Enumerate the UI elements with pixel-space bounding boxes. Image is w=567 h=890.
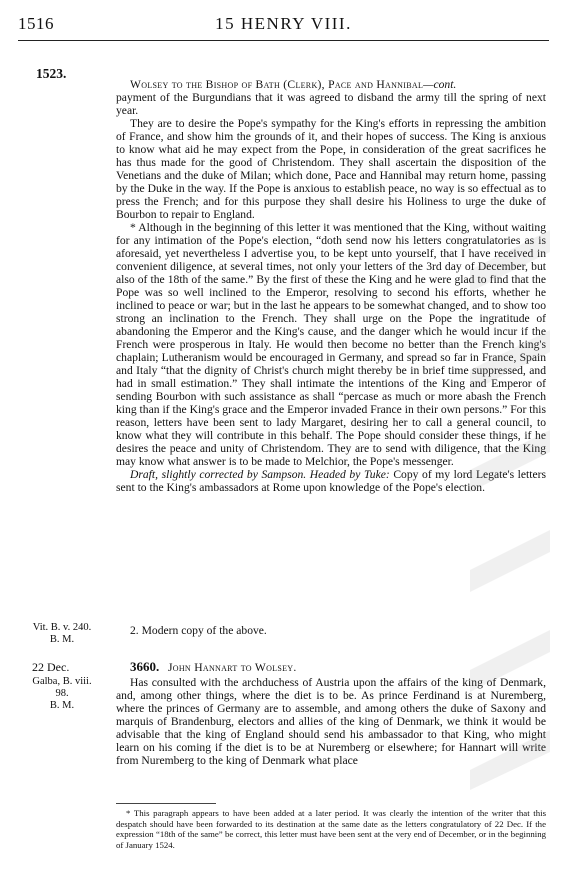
footnote: * This paragraph appears to have been added at a later period. It was clearly the intention of the writer that this despatch should have been forwarded to its destination at the same date as the letters congratulatory of 22 Dec. If the expression “18th of the same” be correct, this letter must have been sent at the very end of December, or in the beginning of January 1524. <box>116 808 546 850</box>
margin-reference-2 <box>22 676 102 712</box>
footnote-rule <box>116 803 216 804</box>
page-header <box>18 14 549 34</box>
draft-note-italic: Draft, slightly corrected by Sampson. Headed by Tuke: <box>130 468 390 481</box>
paragraph-3: * Although in the beginning of this letter it was mentioned that the King, without waiting for any intimation of the Pope's election, “doth send now his letters congratulatories as is aforesaid, yet nevertheless I advertise you, to be kept unto yourself, that I have received in convenient diligence, at several times, not only your letters of the 3rd day of December, but also of the 18th of the same.” By the first of these the King and he were glad to find that the Pope was so well inclined to the Emperor, resolving to second his efforts, whether he inclined to peace or war; but in the last he appears to be somewhat changed, and to show too strong an inclination to the French. They shall urge on the Pope the ingratitude of abandoning the Emperor and the King's cause, and the danger which he would incur if the French were prosperous in Italy. He would then become no better than the French king's chaplain; Lutheranism would be encouraged in Germany, and spread so far in France, Spain and Italy “that the dignity of Christ's church might thereby be in brief time suppressed, and had in small estimation.” They shall intimate the intentions of the King and Emperor of sending Bourbon with such assistance as shall “percase as much or more abash the French king than if the King's grace and the Emperor invaded France in their own persons.” For this reason, letters have been sent to lady Margaret, desiring her to call a general council, to know what they will contribute in this behalf. The Pope should consider these things, if he desires the peace and unity of Christendom. They are to send with diligence, that the King may know what answer is to be made to Melchior, the Pope's messenger. <box>116 221 546 468</box>
paragraph-2: They are to desire the Pope's sympathy for the King's efforts in repressing the ambition of France, and show him the grounds of it, and their hopes of success. The King is anxious to know what aid he may expect from the Pope, in consideration of the great sacrifices he has thus made for the good of Christendom. They shall ascertain the disposition of the Venetians and the duke of Milan; which done, Pace and Hannibal may return home, passing by the Duke in the way. If the Pope is anxious to establish peace, no way is so effectual as to press the French; and for this purpose they shall desire his Holiness to urge the duke of Bourbon to repair to England. <box>116 117 546 221</box>
entry-body <box>116 91 546 494</box>
modern-copy-note <box>116 624 546 637</box>
paragraph-1: payment of the Burgundians that it was agreed to disband the army till the spring of next year. <box>116 91 546 117</box>
draft-note-rest: Copy of my lord Legate's letters sent to the King's ambassadors at Rome upon knowledge of the Pope's election. <box>116 468 546 494</box>
margin-ref-line: 98. <box>55 688 69 699</box>
margin-ref-line: Galba, B. viii. <box>32 676 92 687</box>
entry-heading-title: Wolsey to the Bishop of Bath (Clerk), Pace and Hannibal <box>130 78 424 91</box>
running-title: 15 HENRY VIII. <box>215 14 352 33</box>
entry-date: 22 Dec. <box>32 660 70 674</box>
margin-ref-line: B. M. <box>49 700 75 711</box>
entry-2-title-line <box>116 660 546 674</box>
margin-reference-1 <box>22 622 102 646</box>
header-rule <box>18 40 549 41</box>
modern-copy-text: 2. Modern copy of the above. <box>130 624 267 637</box>
entry-heading <box>116 78 546 91</box>
entry-heading-cont: —cont. <box>423 78 457 91</box>
entry-number: 3660. <box>130 659 160 674</box>
entry-2-title: John Hannart to Wolsey. <box>167 661 297 674</box>
entry-2-heading <box>116 660 546 674</box>
page-number: 1516 <box>18 14 54 33</box>
entry-2-text: Has consulted with the archduchess of Austria upon the affairs of the king of Denmark, and, among other things, where the diet is to be. As prince Ferdinand is at Nuremberg, where the princes of Germany are to assemble, and among others the duke of Saxony and marquis of Brandenburg, electors and allies of the king of Denmark, we think it would be advisable that the king of England should send his ambassador to that King, who might learn on his coming if the diet is to be at Nuremberg or elsewhere; for Hannart will write from Nuremberg to the king of Denmark what place <box>116 676 546 767</box>
draft-note <box>116 468 546 494</box>
entry-2-body <box>116 676 546 767</box>
year-label: 1523. <box>36 66 67 81</box>
margin-ref-line: Vit. B. v. 240. <box>32 622 92 633</box>
margin-ref-line: B. M. <box>49 634 75 645</box>
